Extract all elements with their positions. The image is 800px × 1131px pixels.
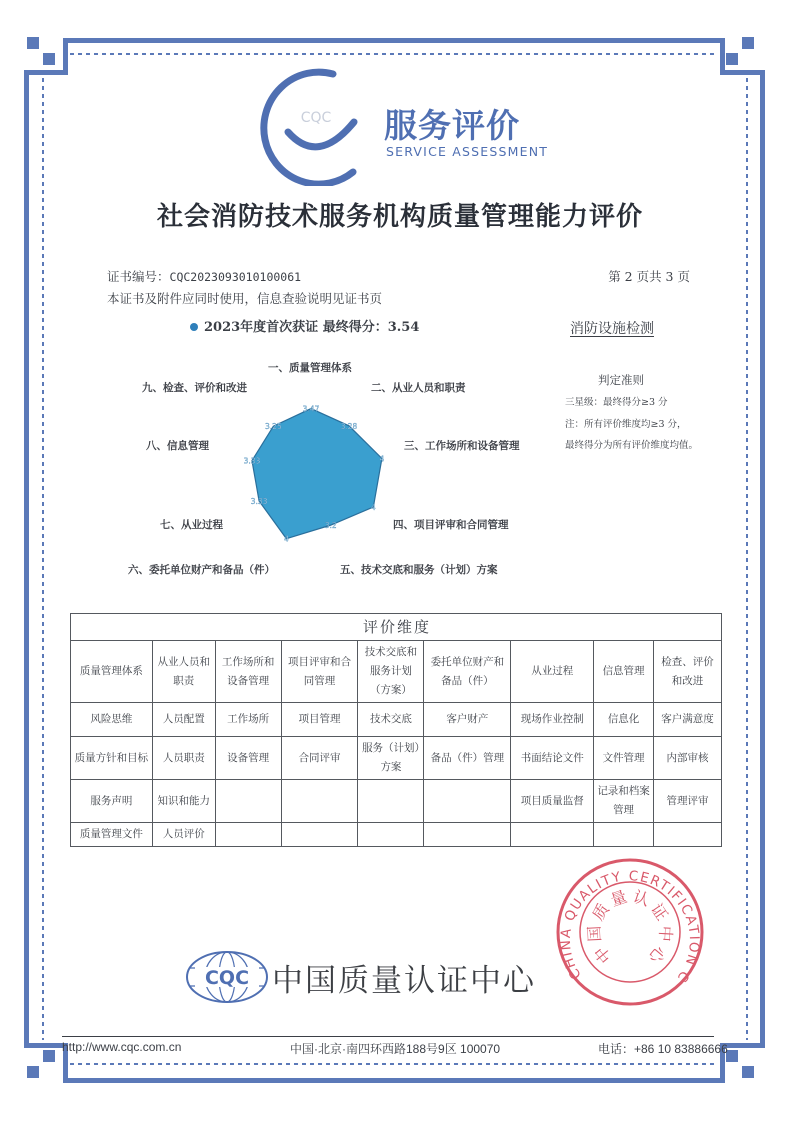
table-cell: 服务声明	[71, 780, 153, 823]
cqc-logo-text: CQC	[204, 967, 250, 989]
certificate-number-label: 证书编号：	[107, 269, 170, 284]
criteria-title: 判定准则	[598, 373, 644, 387]
radar-axis-label: 八、信息管理	[146, 440, 209, 452]
radar-axis-label: 六、委托单位财产和备品（件）	[128, 564, 275, 576]
seal-inner-char: 国	[584, 925, 605, 943]
table-cell: 客户满意度	[654, 703, 722, 737]
table-cell: 现场作业控制	[511, 703, 594, 737]
table-cell: 书面结论文件	[511, 737, 594, 780]
page-info: 第 2 页共 3 页	[608, 269, 690, 284]
column-header: 工作场所和设备管理	[215, 641, 281, 703]
column-header: 信息管理	[594, 641, 654, 703]
table-cell: 质量方针和目标	[71, 737, 153, 780]
frame-corner-tr-h	[720, 70, 765, 75]
corner-square	[726, 53, 738, 65]
seal-inner-char: 量	[608, 886, 630, 910]
service-type: 消防设施检测	[570, 321, 654, 337]
column-header: 检查、评价和改进	[654, 641, 722, 703]
radar-axis-label: 一、质量管理体系	[268, 362, 352, 374]
table-cell: 信息化	[594, 703, 654, 737]
certificate-number-value: CQC2023093010100061	[169, 270, 302, 284]
table-cell	[594, 823, 654, 847]
radar-value-label: 3.33	[250, 496, 268, 506]
column-header: 项目评审和合同管理	[281, 641, 358, 703]
table-cell	[511, 823, 594, 847]
table-cell: 项目管理	[281, 703, 358, 737]
column-header: 质量管理体系	[71, 641, 153, 703]
table-cell: 备品（件）管理	[424, 737, 511, 780]
final-score: 2023年度首次获证 最终得分：3.54	[204, 320, 420, 335]
table-cell: 人员评价	[152, 823, 215, 847]
table-cell	[358, 780, 424, 823]
table-cell: 风险思维	[71, 703, 153, 737]
table-columns-row	[71, 641, 722, 703]
cqc-smile-logo-icon	[258, 66, 378, 186]
table-cell: 人员职责	[152, 737, 215, 780]
organization-name: 中国质量认证中心	[272, 963, 536, 999]
seal-inner-char: 认	[630, 886, 652, 910]
table-cell: 知识和能力	[152, 780, 215, 823]
score-line	[190, 316, 419, 335]
seal-inner-char: 心	[644, 942, 670, 968]
radar-value-label: 4	[370, 503, 376, 512]
corner-square	[43, 53, 55, 65]
frame-top	[63, 38, 725, 43]
frame-inner-bottom	[70, 1063, 718, 1065]
footer-address: 中国·北京·南四环西路188号9区 100070	[290, 1042, 501, 1056]
page-title: 社会消防技术服务机构质量管理能力评价	[156, 202, 643, 232]
seal-inner-char: 中	[655, 925, 676, 943]
column-header: 委托单位财产和备品（件）	[424, 641, 511, 703]
radar-value-label: 4	[283, 534, 289, 544]
logo-title: 服务评价	[384, 106, 520, 145]
logo-subtitle: SERVICE ASSESSMENT	[386, 144, 549, 159]
table-cell: 服务（计划）方案	[358, 737, 424, 780]
radar-axis-label: 九、检查、评价和改进	[142, 382, 247, 394]
radar-value-label: 3.47	[302, 404, 320, 414]
corner-square	[27, 1066, 39, 1078]
table-cell: 人员配置	[152, 703, 215, 737]
corner-square	[27, 37, 39, 49]
table-cell	[281, 780, 358, 823]
corner-square	[742, 1066, 754, 1078]
table-cell: 文件管理	[594, 737, 654, 780]
table-cell: 技术交底	[358, 703, 424, 737]
column-header: 技术交底和服务计划（方案）	[358, 641, 424, 703]
table-header-row	[71, 614, 722, 641]
table-title: 评价维度	[71, 614, 722, 641]
table-cell: 项目质量监督	[511, 780, 594, 823]
frame-bottom	[63, 1078, 725, 1083]
frame-inner-top	[70, 53, 718, 55]
official-seal	[555, 850, 705, 1010]
table-cell: 合同评审	[281, 737, 358, 780]
bullet-icon	[190, 323, 198, 331]
table-cell	[358, 823, 424, 847]
frame-corner-tl-v	[63, 38, 68, 74]
radar-axis-label: 七、从业过程	[160, 519, 223, 531]
table-row	[71, 703, 722, 737]
footer-website[interactable]: http://www.cqc.com.cn	[62, 1040, 182, 1054]
cqc-globe-logo-icon	[185, 950, 269, 1004]
column-header: 从业过程	[511, 641, 594, 703]
footer-phone: 电话：+86 10 83886666	[598, 1042, 728, 1056]
table-cell: 设备管理	[215, 737, 281, 780]
evaluation-dimensions-table	[70, 613, 722, 847]
table-cell: 工作场所	[215, 703, 281, 737]
radar-axis-label: 五、技术交底和服务（计划）方案	[340, 564, 498, 576]
seal-inner-char: 质	[588, 900, 614, 924]
certificate-number	[107, 267, 301, 285]
table-cell	[281, 823, 358, 847]
table-cell	[424, 823, 511, 847]
radar-value-label: 3.33	[243, 456, 261, 466]
column-header: 从业人员和职责	[152, 641, 215, 703]
radar-value-label: 3.25	[265, 422, 282, 432]
table-cell: 客户财产	[424, 703, 511, 737]
table-cell: 记录和档案管理	[594, 780, 654, 823]
footer-divider	[62, 1036, 714, 1037]
corner-square	[43, 1050, 55, 1062]
seal-inner-char: 中	[590, 942, 616, 968]
criteria-line-2: 注：所有评价维度均≥3 分，	[565, 419, 687, 430]
radar-axis-label: 四、项目评审和合同管理	[393, 519, 509, 531]
radar-value-label: 3.28	[340, 421, 358, 431]
frame-corner-tr-v	[720, 38, 725, 74]
corner-square	[742, 37, 754, 49]
criteria-line-3: 最终得分为所有评价维度均值。	[565, 440, 699, 451]
table-cell: 内部审核	[654, 737, 722, 780]
svg-text:CQC: CQC	[300, 110, 332, 126]
usage-note: 本证书及附件应同时使用，信息查验说明见证书页	[107, 291, 383, 306]
table-cell: 质量管理文件	[71, 823, 153, 847]
table-cell	[215, 823, 281, 847]
seal-outer-text: CHINA QUALITY CERTIFICATION C	[557, 868, 703, 986]
table-cell	[654, 823, 722, 847]
criteria-line-1: 三星级：最终得分≥3 分	[565, 397, 668, 408]
radar-value-label: 3.2	[324, 521, 337, 531]
radar-axis-label: 二、从业人员和职责	[371, 382, 466, 394]
seal-inner-char: 证	[646, 900, 672, 924]
table-row	[71, 780, 722, 823]
table-cell: 管理评审	[654, 780, 722, 823]
radar-value-label: 4	[379, 454, 385, 464]
frame-corner-tl-h	[24, 70, 68, 75]
table-row	[71, 737, 722, 780]
table-cell	[424, 780, 511, 823]
svg-text:CHINA QUALITY CERTIFICATION CE	[555, 850, 702, 986]
table-row	[71, 823, 722, 847]
radar-axis-label: 三、工作场所和设备管理	[404, 440, 520, 452]
table-cell	[215, 780, 281, 823]
